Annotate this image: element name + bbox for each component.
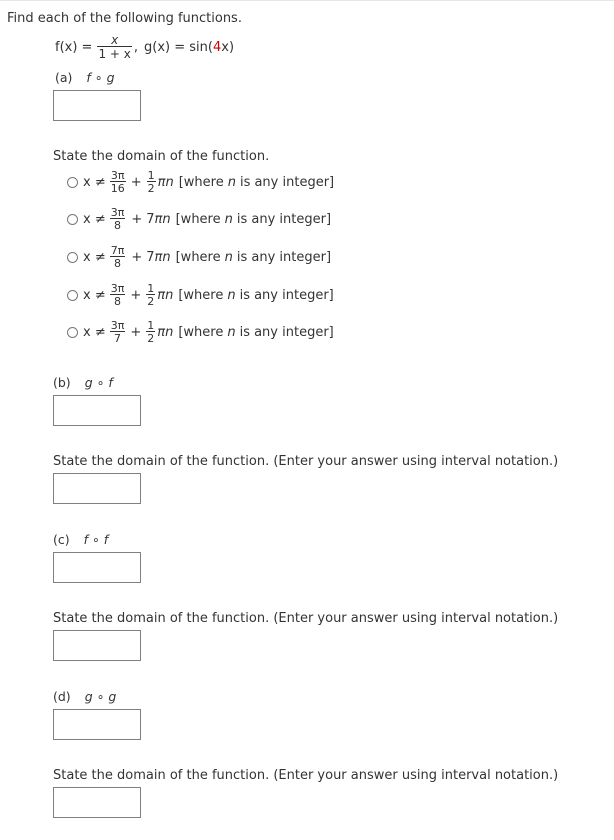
option-note-post: is any integer] (239, 324, 334, 340)
f-denominator: 1 + x (98, 47, 131, 61)
option-note-pre: [where (178, 324, 224, 340)
domain-option-3[interactable] (67, 245, 331, 269)
radio-button[interactable] (67, 252, 78, 263)
option-n: n (162, 249, 171, 265)
option-coef-fraction (147, 170, 156, 194)
f-numerator: x (111, 33, 119, 47)
option-note-n: n (227, 287, 236, 303)
option-note-n: n (224, 211, 233, 227)
option-den: 16 (110, 182, 125, 195)
part-c-expr: f ∘ f (83, 532, 109, 547)
option-note-post: is any integer] (236, 249, 332, 265)
part-d-expr: g ∘ g (84, 689, 117, 704)
domain-option-2[interactable] (67, 207, 331, 231)
part-c-answer-input[interactable] (53, 552, 141, 583)
option-num: 3π (110, 169, 125, 182)
instruction-text: Find each of the following functions. (7, 11, 242, 26)
g-lhs: g(x) = sin( (144, 39, 213, 55)
option-num: 7π (110, 244, 125, 257)
part-c-tag: (c) (53, 532, 70, 547)
option-coef-den: 2 (147, 332, 155, 345)
option-plus: + (130, 287, 142, 303)
part-b-expr: g ∘ f (84, 375, 113, 390)
domain-option-4[interactable] (67, 283, 334, 307)
option-fraction (110, 320, 126, 344)
option-pi: π (154, 249, 163, 265)
option-den: 7 (110, 331, 126, 344)
option-note-pre: [where (175, 211, 221, 227)
option-n: n (162, 211, 171, 227)
domain-option-5[interactable] (67, 320, 334, 344)
radio-button[interactable] (67, 214, 78, 225)
option-note-post: is any integer] (236, 211, 332, 227)
part-c-label (53, 532, 108, 547)
option-note-pre: [where (178, 287, 224, 303)
g-arg: x) (221, 39, 235, 55)
part-d-domain-prompt: State the domain of the function. (Enter your answer using interval notation.) (53, 768, 559, 783)
option-fraction (110, 283, 126, 307)
option-note-pre: [where (178, 174, 224, 190)
option-num: 3π (110, 319, 125, 332)
option-coef: 7 (146, 249, 155, 265)
option-note-n: n (227, 174, 236, 190)
part-a-domain-prompt: State the domain of the function. (53, 149, 270, 164)
option-fraction (110, 245, 126, 269)
part-b-label (53, 375, 113, 390)
option-fraction (110, 170, 126, 194)
part-a-tag: (a) (55, 70, 73, 85)
part-a-answer-input[interactable] (53, 90, 141, 121)
option-lhs: x ≠ (83, 174, 106, 190)
part-b-domain-input[interactable] (53, 473, 141, 504)
option-n: n (165, 174, 174, 190)
option-lhs: x ≠ (83, 249, 106, 265)
option-lhs: x ≠ (83, 287, 106, 303)
option-den: 8 (110, 256, 126, 269)
option-note-n: n (227, 324, 236, 340)
option-plus: + (130, 174, 142, 190)
part-c-domain-prompt: State the domain of the function. (Enter your answer using interval notation.) (53, 611, 559, 626)
option-den: 8 (110, 218, 126, 231)
domain-option-1[interactable] (67, 170, 334, 194)
radio-button[interactable] (67, 177, 78, 188)
part-d-label (53, 689, 116, 704)
option-plus: + (130, 324, 142, 340)
part-b-answer-input[interactable] (53, 395, 141, 426)
option-lhs: x ≠ (83, 324, 106, 340)
option-n: n (165, 287, 174, 303)
option-coef-num: 1 (147, 319, 155, 332)
part-b-tag: (b) (53, 375, 71, 390)
option-coef: 7 (146, 211, 155, 227)
option-num: 3π (110, 282, 125, 295)
option-note-pre: [where (175, 249, 221, 265)
option-plus: + (131, 249, 143, 265)
part-d-domain-input[interactable] (53, 787, 141, 818)
top-divider (0, 0, 614, 1)
option-coef-fraction (146, 283, 155, 307)
option-lhs: x ≠ (83, 211, 106, 227)
option-note-n: n (224, 249, 233, 265)
part-d-tag: (d) (53, 689, 71, 704)
radio-button[interactable] (67, 290, 78, 301)
option-pi: π (154, 211, 163, 227)
option-coef-den: 2 (147, 182, 155, 195)
part-a-expr: f ∘ g (86, 70, 115, 85)
part-c-domain-input[interactable] (53, 630, 141, 661)
part-a-label (55, 70, 115, 85)
option-pi: π (157, 287, 166, 303)
part-b-domain-prompt: State the domain of the function. (Enter your answer using interval notation.) (53, 454, 559, 469)
option-pi: π (157, 174, 166, 190)
g-coefficient: 4 (212, 39, 222, 55)
option-n: n (165, 324, 174, 340)
option-note-post: is any integer] (239, 174, 335, 190)
option-pi: π (157, 324, 166, 340)
option-den: 8 (110, 294, 126, 307)
f-fraction (97, 34, 131, 60)
option-coef-num: 1 (147, 282, 155, 295)
option-coef-den: 2 (147, 295, 155, 308)
option-coef-fraction (146, 320, 155, 344)
option-fraction (110, 207, 126, 231)
f-lhs: f(x) = (55, 39, 93, 55)
radio-button[interactable] (67, 327, 78, 338)
separator: , (133, 39, 139, 55)
part-d-answer-input[interactable] (53, 709, 141, 740)
option-coef-num: 1 (147, 169, 155, 182)
option-note-post: is any integer] (239, 287, 334, 303)
option-num: 3π (110, 206, 125, 219)
option-plus: + (131, 211, 143, 227)
given-functions (55, 34, 234, 60)
